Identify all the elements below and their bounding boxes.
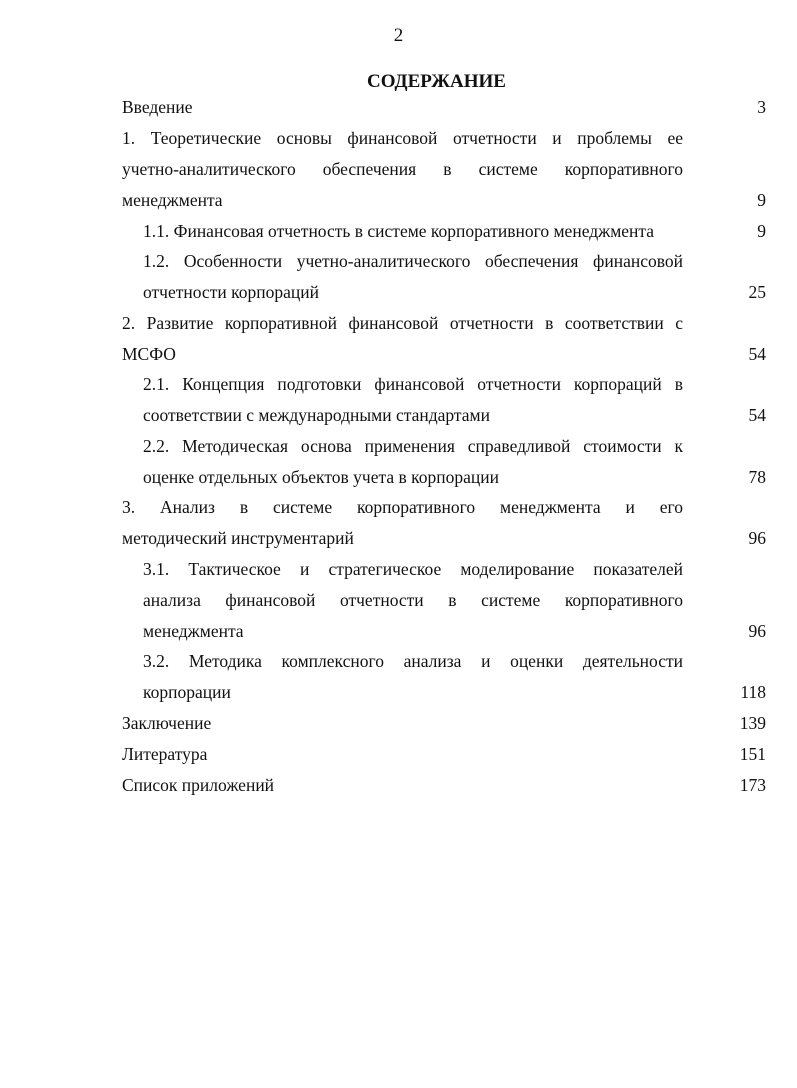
toc-entry-text: менеджмента [143, 621, 244, 641]
toc-entry-text: менеджмента [122, 190, 223, 210]
toc-entry-text: Введение [122, 97, 193, 117]
toc-entry-page: 54 [748, 344, 766, 364]
toc-entry-page: 25 [748, 282, 766, 302]
toc-entry-text: 2.1. Концепция подготовки финансовой отчетности корпораций в [143, 374, 683, 394]
toc-entry-text: соответствии с международными стандартами [143, 405, 490, 425]
toc-entry-text: анализа финансовой отчетности в системе корпоративного [143, 590, 683, 610]
toc-entry-page: 54 [748, 405, 766, 425]
toc-title: СОДЕРЖАНИЕ [367, 71, 506, 92]
toc-entry-text: оценке отдельных объектов учета в корпорации [143, 467, 499, 487]
toc-entry-page: 151 [739, 744, 766, 764]
toc-entry-page: 96 [748, 528, 766, 548]
toc-entry-text: учетно-аналитического обеспечения в системе корпоративного [122, 159, 683, 179]
toc-entry-text: корпорации [143, 682, 231, 702]
toc-entry-text: методический инструментарий [122, 528, 354, 548]
toc-entry-text: Заключение [122, 713, 212, 733]
toc-entry-text: 1.2. Особенности учетно-аналитического обеспечения финансовой [143, 251, 683, 271]
toc-entry-text: Литература [122, 744, 208, 764]
toc-entry-page: 139 [739, 713, 766, 733]
toc-entry-text: отчетности корпораций [143, 282, 319, 302]
toc-entry-text: 3.1. Тактическое и стратегическое моделирование показателей [143, 559, 683, 579]
page-number: 2 [393, 25, 404, 46]
toc-entry-text: 3. Анализ в системе корпоративного менеджмента и его [122, 497, 683, 517]
toc-entry-text: МСФО [122, 344, 176, 364]
toc-entry-page: 78 [748, 467, 766, 487]
toc-entry-text: 3.2. Методика комплексного анализа и оценки деятельности [143, 651, 683, 671]
toc-entry-text: 2. Развитие корпоративной финансовой отчетности в соответствии с [122, 313, 683, 333]
toc-entry-page: 9 [757, 221, 766, 241]
toc-entry-text: 1.1. Финансовая отчетность в системе корпоративного менеджмента [143, 221, 655, 241]
toc-entry-page: 96 [748, 621, 766, 641]
toc-entry-text: Список приложений [122, 775, 275, 795]
toc-entry-page: 3 [757, 97, 766, 117]
toc-entry-page: 173 [739, 775, 766, 795]
toc-entry-page: 9 [757, 190, 766, 210]
toc-entry-text: 2.2. Методическая основа применения справедливой стоимости к [143, 436, 683, 456]
toc-entry-page: 118 [740, 682, 766, 702]
toc-entry-text: 1. Теоретические основы финансовой отчетности и проблемы ее [122, 128, 683, 148]
